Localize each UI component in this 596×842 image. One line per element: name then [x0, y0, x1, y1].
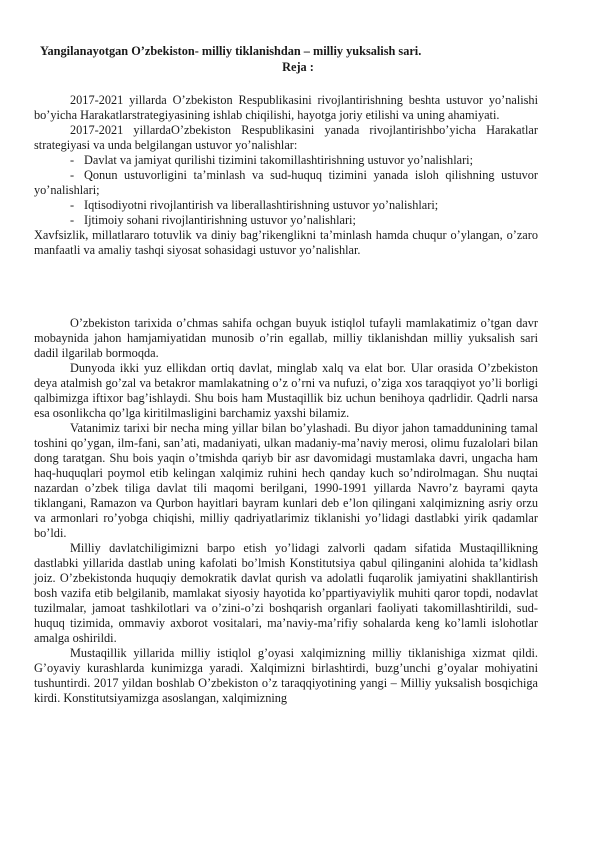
main-text-section	[34, 316, 538, 706]
plan-list-item	[34, 198, 538, 213]
plan-section	[34, 93, 538, 258]
plan-closing-paragraph: Xavfsizlik, millatlararo totuvlik va diniy bag’rikenglikni ta’minlash hamda chuqur o’ylangan, o’zaro manfaatli va amaliy tashqi siyosat sohasidagi ustuvor yo’nalishlar.	[34, 228, 538, 257]
plan-list-item	[34, 153, 538, 168]
dash-bullet: -	[70, 213, 75, 227]
dash-bullet: -	[70, 168, 75, 182]
dash-bullet: -	[70, 198, 75, 212]
plan-list-item-text: Qonun ustuvorligini ta’minlash va sud-huquq tizimini yanada isloh qilishning ustuvor yo’nalishlari;	[34, 168, 538, 197]
plan-strategy-paragraph: 2017-2021 yillardaO’zbekiston Respublikasini yanada rivojlantirishbo’yicha Harakatlar strategiyasi va unda belgilangan ustuvor yo’nalishlar:	[34, 123, 538, 152]
dash-bullet: -	[70, 153, 75, 167]
plan-intro-paragraph: 2017-2021 yillarda O’zbekiston Respublikasini rivojlantirishning beshta ustuvor yo’nalishi bo’yicha Harakatlarstrategiyasining ishlab chiqilishi, hayotga joriy etilishi va uning ahamiyati.	[34, 93, 538, 122]
plan-list-item-text: Ijtimoiy sohani rivojlantirishning ustuvor yo’nalishlari;	[84, 213, 356, 227]
body-paragraph: Milliy davlatchiligimizni barpo etish yo’lidagi zalvorli qadam sifatida Mustaqillikning dastlabki yillarida dastlab uning kafolati bo’lmish Konstitutsiya qabul qilinganini alohida ta’kidlash joiz. O’zbekistonda huquqiy demokratik davlat qurish va adolatli fuqarolik jamiyatini shakllantirish bosh vazifa etib belgilanib, mamlakat siyosiy hayotida ko’ppartiyaviylik muhiti qaror topdi, nodavlat tuzilmalar, jamoat tashkilotlari va o’zini-o’zi boshqarish organlari faoliyati takomillashtirildi, sud-huquq tizimida, ommaviy axborot vositalari, ma’naviy-ma’rifiy sohalarda keng ko’lamli islohotlar amalga oshirildi.	[34, 541, 538, 645]
body-paragraph: O’zbekiston tarixida o’chmas sahifa ochgan buyuk istiqlol tufayli mamlakatimiz o’tgan davr mobaynida jahon hamjamiyatidan munosib o’rin egallab, milliy tiklanishdan milliy yuksalish sari dadil ilgarilab bormoqda.	[34, 316, 538, 360]
plan-list-item-text: Iqtisodiyotni rivojlantirish va liberallashtirishning ustuvor yo’nalishlari;	[84, 198, 439, 212]
body-paragraph: Dunyoda ikki yuz ellikdan ortiq davlat, minglab xalq va elat bor. Ular orasida O’zbekiston deya atalmish go’zal va betakror mamlakatning o’z o’rni va nufuzi, o’ziga xos taraqqiyot yo’li borligi qalbimizga iftixor bag’ishlaydi. Shu bois ham Mustaqillik biz uchun benihoya qadrlidir. Qadrli narsa esa osonlikcha qo’lga kiritilmasligini barchamiz yaxshi bilamiz.	[34, 361, 538, 420]
plan-list-item-text: Davlat va jamiyat qurilishi tizimini takomillashtirishning ustuvor yo’nalishlari;	[84, 153, 474, 167]
plan-heading: Reja :	[282, 60, 314, 74]
body-paragraph: Mustaqillik yillarida milliy istiqlol g’oyasi xalqimizning milliy tiklanishiga xizmat qildi. G’oyaviy kurashlarda kunimizga yaradi. Xalqimizni birlashtirdi, buzg’unchi g’oyalar mohiyatini tushuntirdi. 2017 yildan boshlab O’zbekiston o’z taraqqiyotining yangi – Milliy yuksalish bosqichiga kirdi. Konstitutsiyamizga asoslangan, xalqimizning	[34, 646, 538, 705]
document-title: Yangilanayotgan O’zbekiston- milliy tiklanishdan – milliy yuksalish sari.	[40, 44, 422, 58]
plan-list-item	[34, 213, 538, 228]
plan-list-item	[34, 168, 538, 198]
body-paragraph: Vatanimiz tarixi bir necha ming yillar bilan bo’ylashadi. Bu diyor jahon tamaddunining tamal toshini qo’ygan, ilm-fani, san’ati, madaniyati, ulkan madaniy-ma’naviy merosi, olimu fuzalolari bilan dong taratgan. Shu bois yaqin o’tmishda qariyb bir asr davomidagi mustamlaka davri, ungacha ham haq-huquqlari poymol etib kelingan xalqimiz ruhini hech qanday kuch so’ndirolmagan. Shu nuqtai nazardan o’zbek tiliga davlat tili maqomi berilgani, 1990-1991 yillarda Navro’z bayrami qayta tiklangani, Ramazon va Qurbon hayitlari bayram kunlari deb e’lon qilingani xalqimizning asriy orzu va armonlari ro’yobga chiqishi, milliy qadriyatlarimiz tiklanishi yo’lidagi dastlabki yirik qadamlar bo’ldi.	[34, 421, 538, 540]
